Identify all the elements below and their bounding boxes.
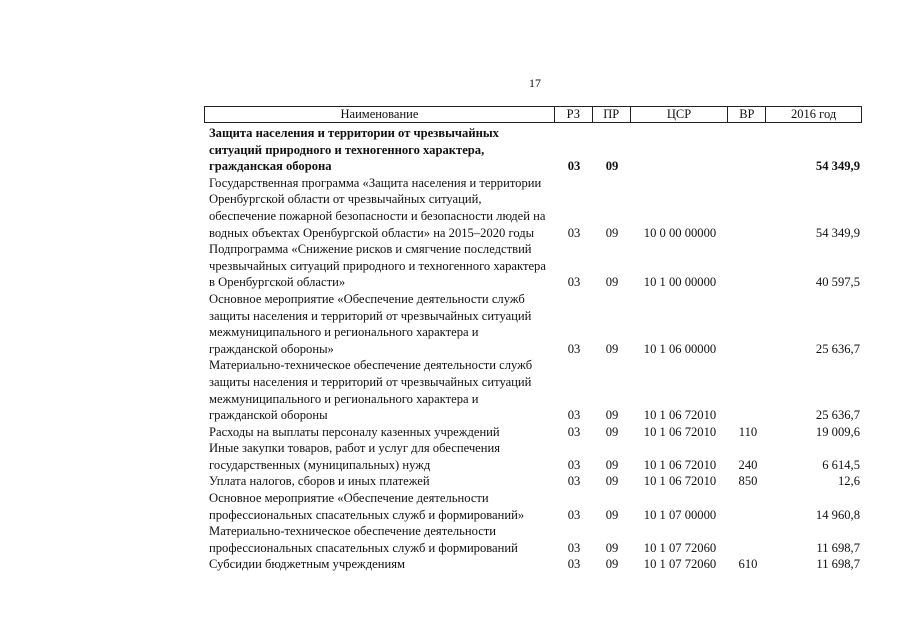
row-rz: 03 [567,540,581,555]
table-row [204,490,862,523]
row-name-line: Материально-техническое обеспечение деятельности служб [209,358,533,373]
row-rz: 03 [567,457,581,472]
row-csr: 10 1 06 72010 [643,474,717,489]
row-vr: 610 [738,557,758,572]
row-value: 19 009,6 [815,424,860,439]
row-name-line: Иные закупки товаров, работ и услуг для обеспечения [209,441,501,456]
row-csr: 10 1 06 72010 [643,408,717,423]
row-csr: 10 1 07 72060 [643,540,717,555]
row-name-line: обеспечение пожарной безопасности и безопасности людей на [209,208,546,223]
row-name-line: гражданская оборона [209,159,332,174]
table-header [204,106,862,123]
table-row [204,125,862,175]
table-row [204,175,862,241]
row-vr: 110 [738,424,758,439]
row-pr: 09 [605,159,619,174]
row-value: 40 597,5 [815,275,860,290]
row-value: 25 636,7 [815,408,860,423]
header-year: 2016 год [791,107,837,121]
row-name [204,556,555,573]
row-csr: 10 1 06 00000 [643,341,717,356]
row-name-line: Основное мероприятие «Обеспечение деятельности [209,491,489,506]
row-name-line: чрезвычайных ситуаций природного и техногенного характера [209,258,546,273]
row-pr: 09 [605,540,619,555]
row-name [204,125,555,175]
row-pr: 09 [605,507,619,522]
row-csr: 10 1 07 00000 [643,507,717,522]
table-row [204,523,862,556]
row-pr: 09 [605,424,619,439]
header-rz: РЗ [555,107,593,122]
row-name [204,357,555,423]
row-vr: 850 [738,474,758,489]
row-value: 11 698,7 [816,557,860,572]
row-pr: 09 [605,457,619,472]
row-pr: 09 [605,341,619,356]
table-row [204,357,862,423]
row-rz: 03 [567,275,581,290]
table-row [204,473,862,490]
row-rz: 03 [567,507,581,522]
table-row [204,440,862,473]
row-name-line: Подпрограмма «Снижение рисков и смягчение последствий [209,242,532,257]
table-body [204,125,862,573]
row-name [204,175,555,241]
table-row [204,424,862,441]
row-name-line: Материально-техническое обеспечение деятельности [209,524,497,539]
row-csr: 10 0 00 00000 [643,225,717,240]
row-rz: 03 [567,424,581,439]
row-csr: 10 1 06 72010 [643,424,717,439]
row-name [204,424,555,441]
row-pr: 09 [605,225,619,240]
row-name [204,490,555,523]
header-csr: ЦСР [631,107,729,122]
row-csr: 10 1 00 00000 [643,275,717,290]
row-name-line: Расходы на выплаты персоналу казенных учреждений [209,424,500,439]
row-pr: 09 [605,408,619,423]
row-value: 25 636,7 [815,341,860,356]
row-pr: 09 [605,275,619,290]
row-name [204,440,555,473]
row-name [204,241,555,291]
row-pr: 09 [605,557,619,572]
row-rz: 03 [567,557,581,572]
row-name-line: межмуниципального и регионального характера и [209,391,479,406]
row-value: 6 614,5 [822,457,860,472]
row-csr: 10 1 07 72060 [643,557,717,572]
row-name [204,291,555,357]
page-number: 17 [529,76,541,90]
row-name-line: ситуаций природного и техногенного характера, [209,142,485,157]
row-rz: 03 [567,408,581,423]
budget-table [204,106,862,573]
row-name-line: профессиональных спасательных служб и формирований [209,540,518,555]
row-name-line: Оренбургской области от чрезвычайных ситуаций, [209,192,482,207]
row-name [204,523,555,556]
header-vr: ВР [728,107,766,122]
row-rz: 03 [567,341,581,356]
row-rz: 03 [567,474,581,489]
row-name-line: Уплата налогов, сборов и иных платежей [209,474,430,489]
row-value: 14 960,8 [815,507,860,522]
row-name-line: профессиональных спасательных служб и формирований» [209,507,525,522]
row-name [204,473,555,490]
row-name-line: государственных (муниципальных) нужд [209,457,431,472]
row-value: 12,6 [837,474,860,489]
row-name-line: гражданской обороны [209,408,328,423]
row-name-line: в Оренбургской области» [209,275,346,290]
row-value: 54 349,9 [815,225,860,240]
row-value: 54 349,9 [815,159,860,174]
row-name-line: Основное мероприятие «Обеспечение деятельности служб [209,291,525,306]
table-row [204,241,862,291]
row-name-line: Государственная программа «Защита населения и территории [209,175,542,190]
table-row [204,556,862,573]
row-name-line: Субсидии бюджетным учреждениям [209,557,405,572]
row-name-line: защиты населения и территорий от чрезвычайных ситуаций [209,308,532,323]
row-pr: 09 [605,474,619,489]
row-name-line: Защита населения и территории от чрезвычайных [209,126,499,140]
row-rz: 03 [567,225,581,240]
row-name-line: защиты населения и территорий от чрезвычайных ситуаций [209,374,532,389]
row-value: 11 698,7 [816,540,860,555]
table-row [204,291,862,357]
row-rz: 03 [567,159,581,174]
row-vr: 240 [738,457,758,472]
row-name-line: межмуниципального и регионального характера и [209,325,479,340]
header-pr: ПР [593,107,631,122]
row-name-line: водных объектах Оренбургской области» на 2015–2020 годы [209,225,535,240]
header-name: Наименование [205,107,555,122]
row-csr: 10 1 06 72010 [643,457,717,472]
row-name-line: гражданской обороны» [209,341,334,356]
